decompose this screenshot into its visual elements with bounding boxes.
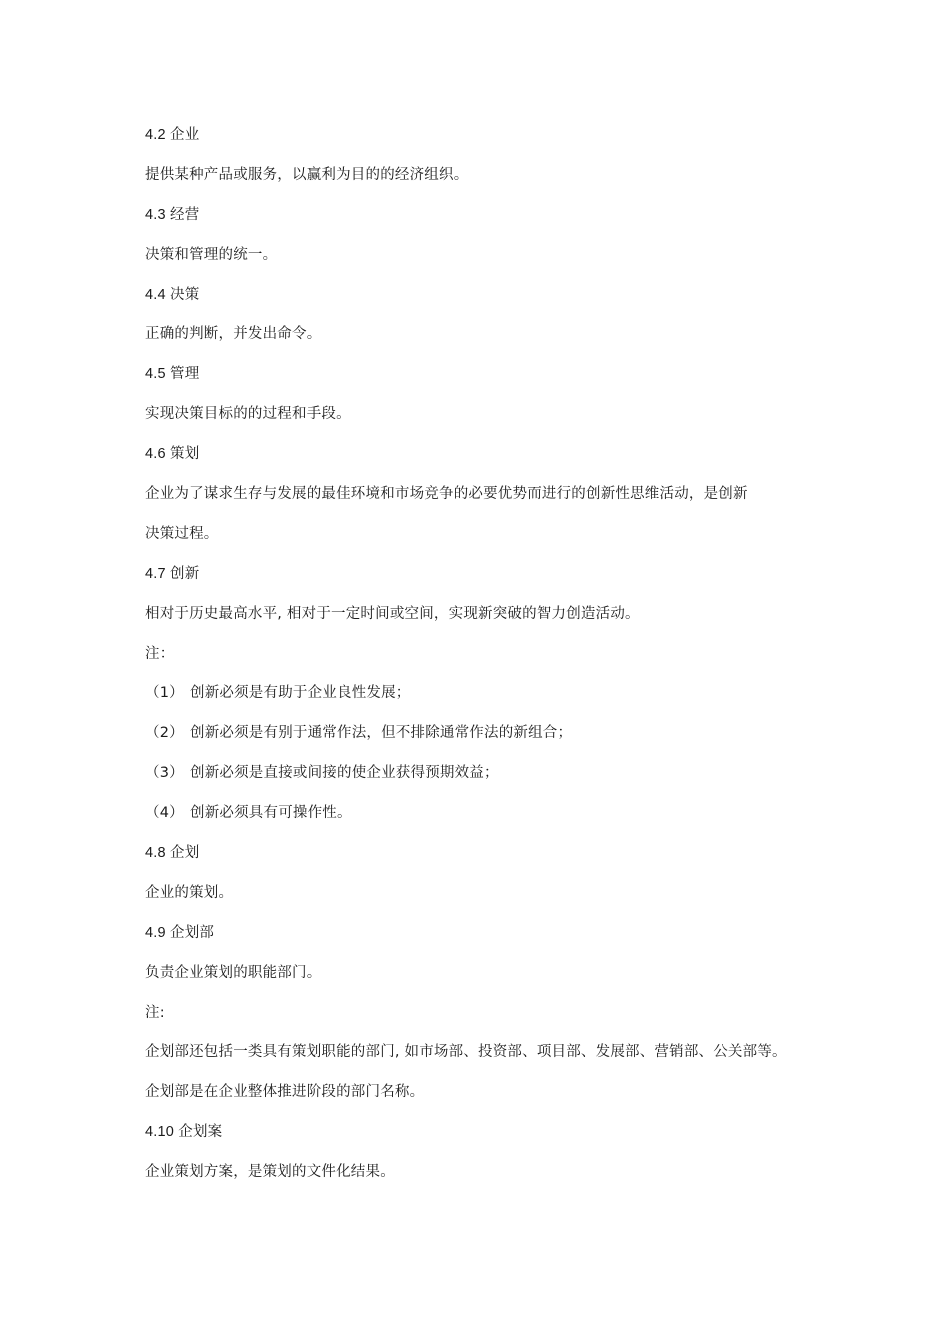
section-definition: 负责企业策划的职能部门。 (145, 964, 322, 981)
section-number: 4.9 (145, 924, 166, 941)
section-number: 4.4 (145, 286, 166, 303)
section-heading (145, 1123, 825, 1143)
section-definition-line: 决策过程。 (145, 525, 219, 542)
section-number: 4.2 (145, 127, 166, 143)
section-heading (145, 565, 825, 585)
note-number: （4） (145, 805, 184, 822)
section-number: 4.7 (145, 565, 166, 582)
section-term: 决策 (170, 286, 200, 303)
note-text: 创新必须是有别于通常作法，但不排除通常作法的新组合； (190, 725, 573, 742)
section-term: 策划 (170, 446, 200, 463)
section-term: 企划部 (170, 924, 215, 941)
section-term: 企划案 (178, 1124, 223, 1141)
section-heading (145, 365, 825, 385)
section-definition: 提供某种产品或服务，以赢利为目的的经济组织。 (145, 166, 469, 183)
section-term: 管理 (170, 366, 200, 383)
note-text: 创新必须是有助于企业良性发展； (190, 685, 411, 702)
section-definition: 决策和管理的统一。 (145, 246, 278, 263)
note-text: 创新必须是直接或间接的使企业获得预期效益； (190, 765, 499, 782)
note-text: 创新必须具有可操作性。 (190, 805, 352, 822)
section-term: 经营 (170, 206, 200, 223)
section-definition: 正确的判断，并发出命令。 (145, 326, 322, 343)
section-heading (145, 445, 825, 465)
section-definition: 企业策划方案，是策划的文件化结果。 (145, 1164, 395, 1181)
section-definition-line: 企业为了谋求生存与发展的最佳环境和市场竞争的必要优势而进行的创新性思维活动，是创新 (145, 486, 748, 503)
note-item (145, 684, 825, 704)
section-number: 4.3 (145, 206, 166, 223)
note-item (145, 724, 825, 744)
section-definition: 相对于历史最高水平, 相对于一定时间或空间，实现新突破的智力创造活动。 (145, 605, 640, 622)
note-item (145, 764, 825, 784)
section-term: 创新 (170, 565, 200, 582)
section-number: 4.6 (145, 446, 166, 463)
section-term: 企划 (170, 845, 200, 862)
section-heading (145, 844, 825, 864)
note-line: 企划部是在企业整体推进阶段的部门名称。 (145, 1084, 425, 1101)
section-number: 4.5 (145, 366, 166, 383)
document-body (145, 126, 825, 1183)
section-number: 4.10 (145, 1124, 175, 1141)
note-label: 注： (145, 645, 175, 662)
note-number: （2） (145, 725, 184, 742)
section-heading (145, 206, 825, 226)
note-item (145, 804, 825, 824)
section-term: 企业 (170, 127, 200, 143)
note-line: 企划部还包括一类具有策划职能的部门, 如市场部、投资部、项目部、发展部、营销部、公关部等。 (145, 1044, 787, 1061)
section-definition: 实现决策目标的的过程和手段。 (145, 406, 351, 423)
section-heading (145, 126, 825, 146)
note-number: （3） (145, 765, 184, 782)
section-number: 4.8 (145, 845, 166, 862)
section-heading (145, 924, 825, 944)
section-heading (145, 286, 825, 306)
note-number: （1） (145, 685, 184, 702)
note-label: 注: (145, 1004, 165, 1021)
section-definition: 企业的策划。 (145, 884, 234, 901)
